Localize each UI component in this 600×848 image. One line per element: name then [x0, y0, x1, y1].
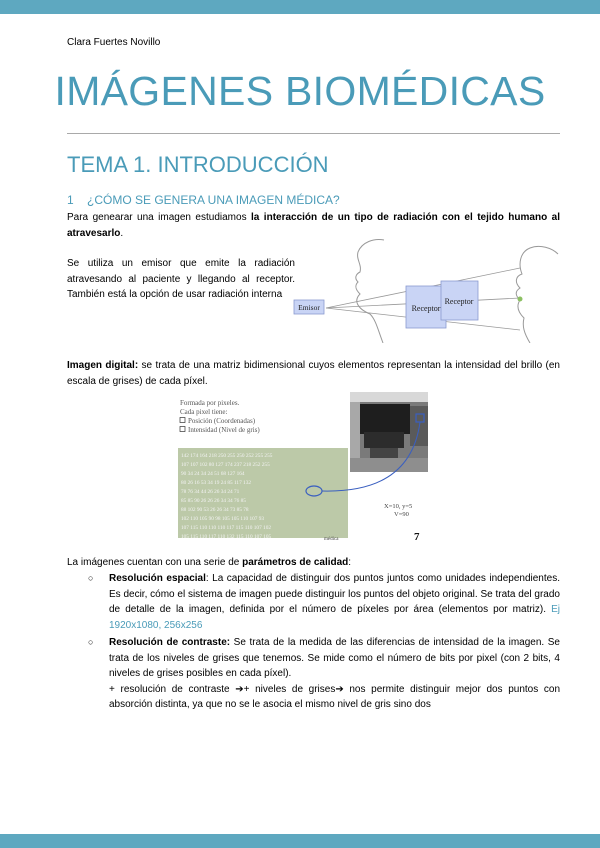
- section-title: ¿CÓMO SE GENERA UNA IMAGEN MÉDICA?: [87, 193, 340, 207]
- fig-item1: Posición (Coordenadas): [188, 417, 256, 425]
- title-rule: [67, 133, 560, 134]
- matrix-row: 102 110 105 90 98 105 105 110 107 93: [181, 516, 265, 522]
- params-text: La imágenes cuentan con una serie de: [67, 557, 243, 568]
- value-label: V=90: [394, 511, 409, 518]
- page-title: IMÁGENES BIOMÉDICAS: [54, 68, 546, 114]
- fig-item2: Intensidad (Nivel de gris): [188, 426, 260, 434]
- imagen-digital-bold: Imagen digital:: [67, 360, 139, 371]
- intro-end: .: [120, 227, 124, 239]
- fig-line1: Formada por pixeles.: [180, 399, 240, 407]
- coord-label: X=10, y=5: [384, 503, 413, 510]
- emisor-paragraph: Se utiliza un emisor que emite la radiación atravesando al paciente y llegando al receptor. También está la opción de usar radiación interna: [67, 258, 295, 300]
- matrix-row: 107 107 102 80 127 174 237 218 252 255: [181, 462, 270, 468]
- focal-point: [518, 297, 523, 302]
- matrix-row: 88 102 90 53 26 26 34 73 85 78: [181, 507, 249, 513]
- params-paragraph: [67, 555, 560, 571]
- res-contraste-bold: Resolución de contraste:: [109, 637, 231, 648]
- matrix-row: 142 174 164 218 250 255 250 252 255 255: [181, 453, 273, 459]
- matrix-row: 90 34 24 34 24 51 68 127 164: [181, 471, 245, 477]
- matrix-row: 78 76 34 44 26 26 34 24 71: [181, 489, 240, 495]
- patient-right-profile: [516, 246, 558, 343]
- quality-parameters-list: [88, 571, 560, 713]
- intro-paragraph: [67, 210, 560, 241]
- params-bold: parámetros de calidad: [242, 557, 349, 568]
- radiation-diagram: [290, 238, 560, 343]
- author-name: Clara Fuertes Novillo: [67, 37, 161, 48]
- receptor-label-1: Receptor: [411, 304, 441, 313]
- section-heading: [67, 193, 340, 207]
- imagen-digital-text: se trata de una matriz bidimensional cuyos elementos representan la intensidad del brillo (en escala de grises) de cada píxel.: [67, 360, 560, 387]
- fig-caption: médica: [324, 537, 339, 542]
- patient-left-profile: [356, 240, 384, 344]
- bottom-band: [0, 834, 600, 848]
- top-band: [0, 0, 600, 14]
- matrix-row: 105 115 110 117 110 132 115 110 107 105: [181, 534, 272, 540]
- matrix-row: 107 115 110 110 110 117 115 110 107 102: [181, 525, 271, 531]
- res-contraste-text: Se trata de la medida de las diferencias de intensidad de la imagen. Se trata de los niveles de grises que tenemos. Se mide como el número de bits por pixel (con 2 bits, 4 niveles de grises posibles en cada píxel).: [109, 637, 560, 679]
- matrix-row: 85 85 90 26 26 26 34 34 76 85: [181, 498, 246, 504]
- page-mark: 7: [414, 531, 420, 543]
- list-item-resolucion-espacial: [88, 571, 560, 633]
- res-espacial-text: : La capacidad de distinguir dos puntos juntos como unidades independientes. Es decir, cómo el sistema de imagen puede distinguir los puntos del objeto original. Se trata del grado de detalle de la imagen, definida por el número de píxeles por área (elementos por matriz).: [109, 573, 560, 615]
- list-item-resolucion-contraste: [88, 635, 560, 713]
- circle-bullet-icon: ○: [88, 637, 94, 647]
- params-end: :: [348, 557, 352, 568]
- intro-text: Para genearar una imagen estudiamos: [67, 212, 252, 223]
- res-espacial-bold: Resolución espacial: [109, 573, 206, 584]
- res-espacial-example: Ej 1920x1080, 256x256: [109, 604, 561, 631]
- section-number: 1: [67, 193, 74, 207]
- circle-bullet-icon: ○: [88, 573, 94, 583]
- matrix-row: 80 26 16 53 34 19 24 85 117 132: [181, 480, 251, 486]
- receptor-label-2: Receptor: [444, 297, 474, 306]
- emisor-label: Emisor: [298, 303, 320, 312]
- imagen-digital-paragraph: [67, 358, 560, 389]
- tema-heading: TEMA 1. INTRODUCCIÓN: [67, 152, 329, 177]
- fig-line2: Cada pixel tiene:: [180, 408, 228, 416]
- pixel-figure: [174, 392, 430, 544]
- pixel-image: [350, 392, 428, 472]
- res-contraste-line2: + resolución de contraste ➔+ niveles de grises➔ nos permite distinguir mejor dos puntos con absorción distinta, ya que no se le asocia el mismo nivel de gris sino dos: [109, 683, 560, 710]
- intro-bold: la interacción de un tipo de radiación con el tejido humano al atravesarlo: [67, 212, 560, 239]
